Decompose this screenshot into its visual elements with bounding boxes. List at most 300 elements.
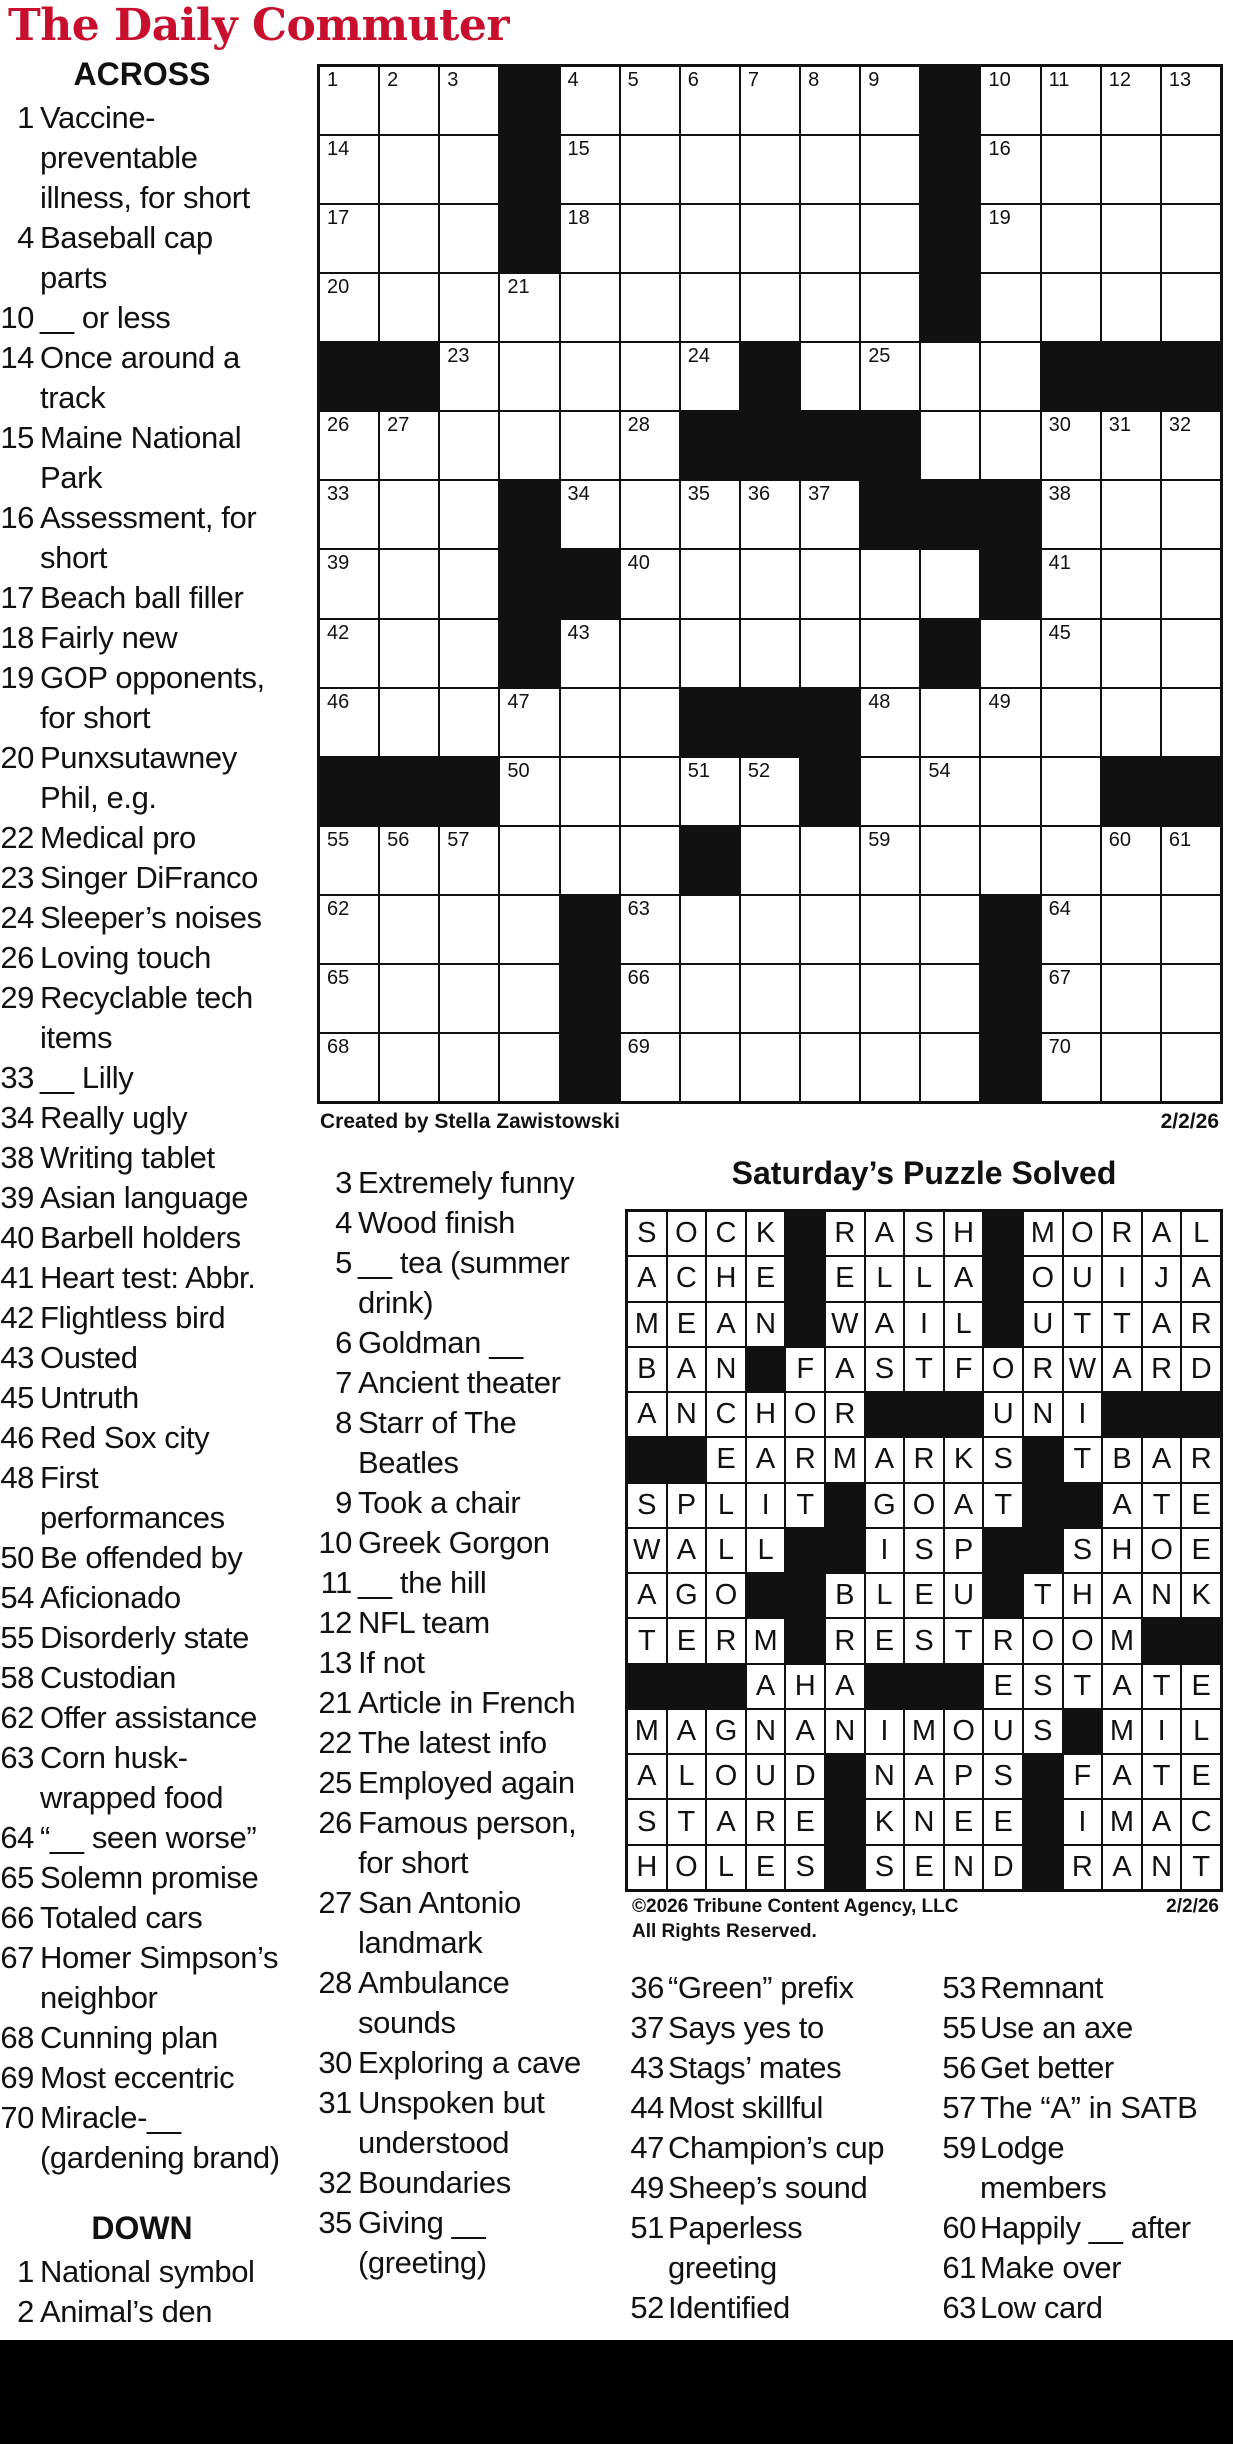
solution-cell: N bbox=[945, 1846, 983, 1889]
puzzle-cell[interactable] bbox=[621, 758, 679, 825]
puzzle-cell[interactable] bbox=[741, 205, 799, 272]
solution-cell: S bbox=[905, 1529, 943, 1572]
puzzle-cell[interactable] bbox=[1162, 205, 1220, 272]
puzzle-cell[interactable] bbox=[981, 758, 1039, 825]
puzzle-cell[interactable] bbox=[320, 896, 378, 963]
puzzle-cell[interactable] bbox=[681, 1034, 739, 1101]
puzzle-cell[interactable] bbox=[380, 896, 438, 963]
puzzle-cell[interactable] bbox=[380, 827, 438, 894]
puzzle-cell[interactable] bbox=[621, 343, 679, 410]
puzzle-cell[interactable] bbox=[561, 689, 619, 756]
puzzle-cell[interactable] bbox=[500, 896, 558, 963]
clue-across-64 bbox=[0, 1818, 300, 1858]
puzzle-cell[interactable] bbox=[320, 827, 378, 894]
puzzle-cell[interactable] bbox=[561, 67, 619, 134]
clue-text-line: Red Sox city bbox=[40, 1420, 210, 1455]
puzzle-cell[interactable] bbox=[1042, 827, 1100, 894]
puzzle-cell[interactable] bbox=[1102, 67, 1160, 134]
solution-black-square bbox=[747, 1574, 785, 1617]
solution-black-square bbox=[786, 1303, 824, 1346]
puzzle-cell[interactable] bbox=[681, 274, 739, 341]
clue-text-line: First bbox=[40, 1460, 99, 1495]
puzzle-cell[interactable] bbox=[1102, 1034, 1160, 1101]
puzzle-cell[interactable] bbox=[801, 620, 859, 687]
puzzle-cell[interactable] bbox=[1042, 689, 1100, 756]
puzzle-cell[interactable] bbox=[741, 274, 799, 341]
solution-cell: A bbox=[945, 1257, 983, 1300]
puzzle-cell[interactable] bbox=[440, 827, 498, 894]
clue-text-line: Be offended by bbox=[40, 1540, 243, 1575]
puzzle-cell[interactable] bbox=[801, 550, 859, 617]
puzzle-cell[interactable] bbox=[380, 689, 438, 756]
puzzle-cell[interactable] bbox=[1042, 1034, 1100, 1101]
clue-number: 2 bbox=[17, 2294, 34, 2329]
puzzle-cell[interactable] bbox=[801, 205, 859, 272]
puzzle-cell[interactable] bbox=[801, 827, 859, 894]
solution-cell: O bbox=[668, 1846, 706, 1889]
solution-cell: I bbox=[905, 1303, 943, 1346]
solution-cell: A bbox=[628, 1257, 666, 1300]
puzzle-cell[interactable] bbox=[681, 67, 739, 134]
cell-number: 59 bbox=[868, 828, 891, 851]
puzzle-cell[interactable] bbox=[1042, 620, 1100, 687]
clue-text-line: Offer assistance bbox=[40, 1700, 258, 1735]
puzzle-cell[interactable] bbox=[801, 343, 859, 410]
puzzle-cell[interactable] bbox=[380, 550, 438, 617]
puzzle-cell[interactable] bbox=[801, 965, 859, 1032]
solution-cell: U bbox=[945, 1574, 983, 1617]
puzzle-cell[interactable] bbox=[380, 274, 438, 341]
solution-cell: A bbox=[1182, 1257, 1220, 1300]
puzzle-cell[interactable] bbox=[621, 274, 679, 341]
solution-cell: S bbox=[628, 1800, 666, 1843]
puzzle-cell[interactable] bbox=[380, 481, 438, 548]
puzzle-cell[interactable] bbox=[981, 343, 1039, 410]
puzzle-cell[interactable] bbox=[380, 965, 438, 1032]
clue-number: 18 bbox=[0, 620, 34, 655]
puzzle-cell[interactable] bbox=[380, 620, 438, 687]
puzzle-cell[interactable] bbox=[320, 412, 378, 479]
puzzle-cell[interactable] bbox=[681, 965, 739, 1032]
puzzle-cell[interactable] bbox=[621, 896, 679, 963]
puzzle-cell[interactable] bbox=[1102, 481, 1160, 548]
puzzle-cell[interactable] bbox=[741, 758, 799, 825]
across-heading: ACROSS bbox=[73, 56, 211, 92]
puzzle-cell[interactable] bbox=[681, 620, 739, 687]
puzzle-cell[interactable] bbox=[561, 758, 619, 825]
puzzle-cell[interactable] bbox=[1162, 274, 1220, 341]
puzzle-cell[interactable] bbox=[621, 67, 679, 134]
black-square bbox=[981, 1034, 1039, 1101]
solution-cell: T bbox=[1103, 1303, 1141, 1346]
clue-text-line: Untruth bbox=[40, 1380, 139, 1415]
puzzle-cell[interactable] bbox=[681, 136, 739, 203]
clue-number: 4 bbox=[335, 1205, 352, 1240]
puzzle-cell[interactable] bbox=[500, 412, 558, 479]
black-square bbox=[320, 343, 378, 410]
puzzle-cell[interactable] bbox=[380, 1034, 438, 1101]
solution-cell: U bbox=[984, 1710, 1022, 1753]
clue-text-line: wrapped food bbox=[40, 1780, 224, 1815]
puzzle-cell[interactable] bbox=[981, 412, 1039, 479]
clue-down-col4-61 bbox=[936, 2248, 1233, 2288]
black-square bbox=[500, 481, 558, 548]
solution-cell: S bbox=[984, 1438, 1022, 1481]
cell-number: 67 bbox=[1048, 966, 1071, 989]
puzzle-cell[interactable] bbox=[380, 136, 438, 203]
solution-cell: N bbox=[1143, 1846, 1181, 1889]
clue-text-line: National symbol bbox=[40, 2254, 255, 2289]
solution-cell: K bbox=[945, 1438, 983, 1481]
puzzle-cell[interactable] bbox=[861, 758, 919, 825]
puzzle-cell[interactable] bbox=[1102, 550, 1160, 617]
solution-black-square bbox=[1024, 1438, 1062, 1481]
puzzle-cell[interactable] bbox=[1042, 136, 1100, 203]
puzzle-cell[interactable] bbox=[621, 689, 679, 756]
solution-black-square bbox=[826, 1800, 864, 1843]
puzzle-cell[interactable] bbox=[440, 343, 498, 410]
puzzle-cell[interactable] bbox=[681, 896, 739, 963]
puzzle-cell[interactable] bbox=[981, 827, 1039, 894]
puzzle-cell[interactable] bbox=[1162, 689, 1220, 756]
clue-text-line: Extremely funny bbox=[358, 1165, 575, 1200]
puzzle-cell[interactable] bbox=[1162, 827, 1220, 894]
puzzle-cell[interactable] bbox=[1102, 965, 1160, 1032]
puzzle-credit: Created by Stella Zawistowski bbox=[320, 1110, 620, 1133]
puzzle-cell[interactable] bbox=[1162, 550, 1220, 617]
solution-cell: N bbox=[1143, 1574, 1181, 1617]
puzzle-cell[interactable] bbox=[1102, 136, 1160, 203]
solution-cell: O bbox=[1064, 1212, 1102, 1255]
puzzle-cell[interactable] bbox=[981, 689, 1039, 756]
solution-cell: A bbox=[905, 1755, 943, 1798]
puzzle-cell[interactable] bbox=[440, 136, 498, 203]
puzzle-cell[interactable] bbox=[861, 965, 919, 1032]
puzzle-cell[interactable] bbox=[1102, 205, 1160, 272]
puzzle-cell[interactable] bbox=[921, 896, 979, 963]
clue-text-line: landmark bbox=[358, 1925, 483, 1960]
cell-number: 3 bbox=[447, 69, 459, 91]
solution-black-square bbox=[1064, 1710, 1102, 1753]
clue-text-line: If not bbox=[358, 1645, 425, 1680]
puzzle-cell[interactable] bbox=[1042, 758, 1100, 825]
puzzle-cell[interactable] bbox=[981, 620, 1039, 687]
puzzle-cell[interactable] bbox=[861, 1034, 919, 1101]
puzzle-cell[interactable] bbox=[741, 550, 799, 617]
puzzle-cell[interactable] bbox=[500, 758, 558, 825]
puzzle-cell[interactable] bbox=[681, 481, 739, 548]
puzzle-cell[interactable] bbox=[500, 274, 558, 341]
clue-text-line: Flightless bird bbox=[40, 1300, 226, 1335]
puzzle-cell[interactable] bbox=[500, 1034, 558, 1101]
puzzle-cell[interactable] bbox=[561, 412, 619, 479]
puzzle-cell[interactable] bbox=[500, 689, 558, 756]
solution-cell: H bbox=[1103, 1529, 1141, 1572]
solution-cell: M bbox=[826, 1438, 864, 1481]
clue-text-line: Beatles bbox=[358, 1445, 459, 1480]
puzzle-cell[interactable] bbox=[621, 136, 679, 203]
puzzle-cell[interactable] bbox=[561, 205, 619, 272]
puzzle-cell[interactable] bbox=[320, 205, 378, 272]
puzzle-cell[interactable] bbox=[440, 689, 498, 756]
cell-number: 18 bbox=[567, 207, 590, 230]
puzzle-cell[interactable] bbox=[921, 827, 979, 894]
cell-number: 62 bbox=[327, 897, 350, 920]
clue-across-43 bbox=[0, 1338, 300, 1378]
clue-number: 41 bbox=[0, 1260, 34, 1295]
solution-black-square bbox=[786, 1212, 824, 1255]
solution-cell: M bbox=[747, 1619, 785, 1662]
clue-text-line: sounds bbox=[358, 2005, 456, 2040]
puzzle-cell[interactable] bbox=[320, 689, 378, 756]
puzzle-cell[interactable] bbox=[681, 758, 739, 825]
solution-cell: U bbox=[1024, 1303, 1062, 1346]
clue-text-line: Paperless bbox=[668, 2210, 803, 2245]
black-square bbox=[1162, 343, 1220, 410]
solution-cell: L bbox=[707, 1529, 745, 1572]
puzzle-cell[interactable] bbox=[440, 67, 498, 134]
puzzle-cell[interactable] bbox=[741, 620, 799, 687]
solution-cell: U bbox=[747, 1755, 785, 1798]
puzzle-cell[interactable] bbox=[741, 136, 799, 203]
puzzle-cell[interactable] bbox=[861, 274, 919, 341]
cell-number: 55 bbox=[327, 828, 350, 851]
puzzle-cell[interactable] bbox=[1162, 136, 1220, 203]
clue-across-48 bbox=[0, 1458, 300, 1538]
clue-number: 63 bbox=[0, 1740, 34, 1775]
puzzle-cell[interactable] bbox=[861, 136, 919, 203]
puzzle-cell[interactable] bbox=[921, 343, 979, 410]
solution-cell: I bbox=[1064, 1800, 1102, 1843]
solution-black-square bbox=[866, 1665, 904, 1708]
solution-cell: G bbox=[668, 1574, 706, 1617]
puzzle-cell[interactable] bbox=[1102, 689, 1160, 756]
puzzle-cell[interactable] bbox=[801, 896, 859, 963]
solution-cell: A bbox=[1143, 1212, 1181, 1255]
puzzle-cell[interactable] bbox=[1162, 1034, 1220, 1101]
puzzle-cell[interactable] bbox=[1162, 481, 1220, 548]
puzzle-cell[interactable] bbox=[621, 412, 679, 479]
cell-number: 15 bbox=[567, 138, 590, 161]
puzzle-cell[interactable] bbox=[320, 274, 378, 341]
clue-number: 22 bbox=[318, 1725, 352, 1760]
puzzle-cell[interactable] bbox=[380, 412, 438, 479]
cell-number: 61 bbox=[1168, 828, 1192, 851]
puzzle-cell[interactable] bbox=[801, 274, 859, 341]
puzzle-cell[interactable] bbox=[561, 136, 619, 203]
puzzle-cell[interactable] bbox=[621, 965, 679, 1032]
solution-cell: F bbox=[1064, 1755, 1102, 1798]
puzzle-cell[interactable] bbox=[921, 965, 979, 1032]
puzzle-cell[interactable] bbox=[440, 896, 498, 963]
puzzle-cell[interactable] bbox=[1162, 896, 1220, 963]
solution-cell: M bbox=[1103, 1800, 1141, 1843]
puzzle-cell[interactable] bbox=[561, 827, 619, 894]
puzzle-cell[interactable] bbox=[1162, 412, 1220, 479]
puzzle-cell[interactable] bbox=[741, 67, 799, 134]
puzzle-cell[interactable] bbox=[861, 689, 919, 756]
puzzle-cell[interactable] bbox=[741, 965, 799, 1032]
puzzle-cell[interactable] bbox=[1102, 827, 1160, 894]
clue-text-line: understood bbox=[358, 2125, 510, 2160]
puzzle-cell[interactable] bbox=[320, 550, 378, 617]
puzzle-cell[interactable] bbox=[440, 274, 498, 341]
puzzle-cell[interactable] bbox=[981, 205, 1039, 272]
puzzle-cell[interactable] bbox=[440, 412, 498, 479]
solution-cell: T bbox=[786, 1484, 824, 1527]
puzzle-cell[interactable] bbox=[741, 896, 799, 963]
puzzle-cell[interactable] bbox=[621, 550, 679, 617]
puzzle-cell[interactable] bbox=[861, 827, 919, 894]
clue-down-col3-37 bbox=[624, 2008, 934, 2048]
puzzle-cell[interactable] bbox=[561, 620, 619, 687]
clue-number: 27 bbox=[318, 1885, 352, 1920]
cell-number: 52 bbox=[747, 759, 771, 782]
puzzle-cell[interactable] bbox=[981, 274, 1039, 341]
clue-across-68 bbox=[0, 2018, 300, 2058]
puzzle-cell[interactable] bbox=[921, 689, 979, 756]
clue-text-line: Aficionado bbox=[40, 1580, 181, 1615]
puzzle-cell[interactable] bbox=[500, 965, 558, 1032]
puzzle-cell[interactable] bbox=[1162, 965, 1220, 1032]
clue-across-33 bbox=[0, 1058, 300, 1098]
solution-cell: E bbox=[668, 1303, 706, 1346]
puzzle-cell[interactable] bbox=[500, 343, 558, 410]
puzzle-cell[interactable] bbox=[741, 1034, 799, 1101]
puzzle-cell[interactable] bbox=[861, 620, 919, 687]
puzzle-cell[interactable] bbox=[1042, 965, 1100, 1032]
puzzle-cell[interactable] bbox=[561, 274, 619, 341]
clue-text-line: Took a chair bbox=[358, 1485, 521, 1520]
puzzle-cell[interactable] bbox=[440, 1034, 498, 1101]
puzzle-cell[interactable] bbox=[1102, 896, 1160, 963]
clue-number: 66 bbox=[0, 1900, 34, 1935]
puzzle-grid[interactable] bbox=[317, 64, 1223, 1104]
clue-number: 3 bbox=[335, 1165, 352, 1200]
puzzle-cell[interactable] bbox=[320, 136, 378, 203]
puzzle-cell[interactable] bbox=[801, 67, 859, 134]
puzzle-cell[interactable] bbox=[500, 827, 558, 894]
clue-across-70 bbox=[0, 2098, 300, 2178]
clue-text-line: __ Lilly bbox=[40, 1060, 134, 1095]
puzzle-cell[interactable] bbox=[621, 205, 679, 272]
cell-number: 30 bbox=[1048, 414, 1071, 437]
cell-number: 40 bbox=[627, 552, 650, 575]
puzzle-cell[interactable] bbox=[921, 412, 979, 479]
puzzle-cell[interactable] bbox=[1042, 550, 1100, 617]
clue-text-line: Giving __ bbox=[358, 2205, 486, 2240]
puzzle-cell[interactable] bbox=[1042, 412, 1100, 479]
puzzle-cell[interactable] bbox=[981, 136, 1039, 203]
clue-number: 12 bbox=[318, 1605, 352, 1640]
black-square bbox=[1102, 758, 1160, 825]
solution-black-square bbox=[1024, 1800, 1062, 1843]
solution-cell: S bbox=[866, 1846, 904, 1889]
clue-text-line: San Antonio bbox=[358, 1885, 521, 1920]
puzzle-cell[interactable] bbox=[440, 620, 498, 687]
puzzle-cell[interactable] bbox=[320, 481, 378, 548]
puzzle-cell[interactable] bbox=[440, 481, 498, 548]
puzzle-cell[interactable] bbox=[1102, 274, 1160, 341]
puzzle-cell[interactable] bbox=[440, 205, 498, 272]
solution-cell: D bbox=[1182, 1348, 1220, 1391]
puzzle-cell[interactable] bbox=[861, 205, 919, 272]
puzzle-cell[interactable] bbox=[320, 1034, 378, 1101]
puzzle-cell[interactable] bbox=[1042, 205, 1100, 272]
puzzle-cell[interactable] bbox=[621, 620, 679, 687]
puzzle-cell[interactable] bbox=[921, 758, 979, 825]
puzzle-cell[interactable] bbox=[1042, 896, 1100, 963]
puzzle-cell[interactable] bbox=[1042, 481, 1100, 548]
puzzle-cell[interactable] bbox=[1042, 67, 1100, 134]
puzzle-cell[interactable] bbox=[1102, 620, 1160, 687]
puzzle-cell[interactable] bbox=[1102, 412, 1160, 479]
black-square bbox=[801, 412, 859, 479]
puzzle-cell[interactable] bbox=[440, 550, 498, 617]
puzzle-cell[interactable] bbox=[320, 620, 378, 687]
clue-number: 30 bbox=[318, 2045, 352, 2080]
clue-text-line: Says yes to bbox=[668, 2010, 824, 2045]
puzzle-cell[interactable] bbox=[741, 827, 799, 894]
clue-down-col4-57 bbox=[936, 2088, 1233, 2128]
solution-cell: T bbox=[668, 1800, 706, 1843]
solution-cell: L bbox=[1182, 1710, 1220, 1753]
puzzle-cell[interactable] bbox=[561, 343, 619, 410]
puzzle-cell[interactable] bbox=[921, 550, 979, 617]
puzzle-cell[interactable] bbox=[681, 550, 739, 617]
solution-black-square bbox=[984, 1529, 1022, 1572]
puzzle-cell[interactable] bbox=[801, 136, 859, 203]
puzzle-cell[interactable] bbox=[320, 67, 378, 134]
puzzle-cell[interactable] bbox=[861, 550, 919, 617]
puzzle-cell[interactable] bbox=[921, 1034, 979, 1101]
solution-cell: N bbox=[747, 1303, 785, 1346]
puzzle-cell[interactable] bbox=[1042, 274, 1100, 341]
puzzle-cell[interactable] bbox=[861, 67, 919, 134]
solution-cell: K bbox=[866, 1800, 904, 1843]
cell-number: 70 bbox=[1048, 1035, 1071, 1058]
puzzle-cell[interactable] bbox=[440, 965, 498, 1032]
puzzle-cell[interactable] bbox=[681, 343, 739, 410]
black-square bbox=[921, 481, 979, 548]
clue-across-54 bbox=[0, 1578, 300, 1618]
puzzle-cell[interactable] bbox=[801, 1034, 859, 1101]
puzzle-cell[interactable] bbox=[861, 896, 919, 963]
puzzle-cell[interactable] bbox=[621, 827, 679, 894]
puzzle-cell[interactable] bbox=[681, 205, 739, 272]
clue-number: 6 bbox=[335, 1325, 352, 1360]
puzzle-cell[interactable] bbox=[861, 343, 919, 410]
puzzle-cell[interactable] bbox=[621, 1034, 679, 1101]
solution-black-square bbox=[945, 1393, 983, 1436]
black-square bbox=[561, 1034, 619, 1101]
puzzle-cell[interactable] bbox=[621, 481, 679, 548]
puzzle-cell[interactable] bbox=[801, 481, 859, 548]
clue-text-line: Recyclable tech bbox=[40, 980, 253, 1015]
puzzle-cell[interactable] bbox=[380, 205, 438, 272]
puzzle-cell[interactable] bbox=[741, 481, 799, 548]
solution-cell: M bbox=[628, 1710, 666, 1753]
puzzle-cell[interactable] bbox=[1162, 620, 1220, 687]
clue-down-col2-8 bbox=[304, 1403, 604, 1483]
cell-number: 33 bbox=[327, 483, 350, 506]
puzzle-cell[interactable] bbox=[380, 67, 438, 134]
puzzle-cell[interactable] bbox=[1162, 67, 1220, 134]
solution-black-square bbox=[826, 1846, 864, 1889]
puzzle-cell[interactable] bbox=[981, 67, 1039, 134]
puzzle-cell[interactable] bbox=[320, 965, 378, 1032]
puzzle-cell[interactable] bbox=[561, 481, 619, 548]
